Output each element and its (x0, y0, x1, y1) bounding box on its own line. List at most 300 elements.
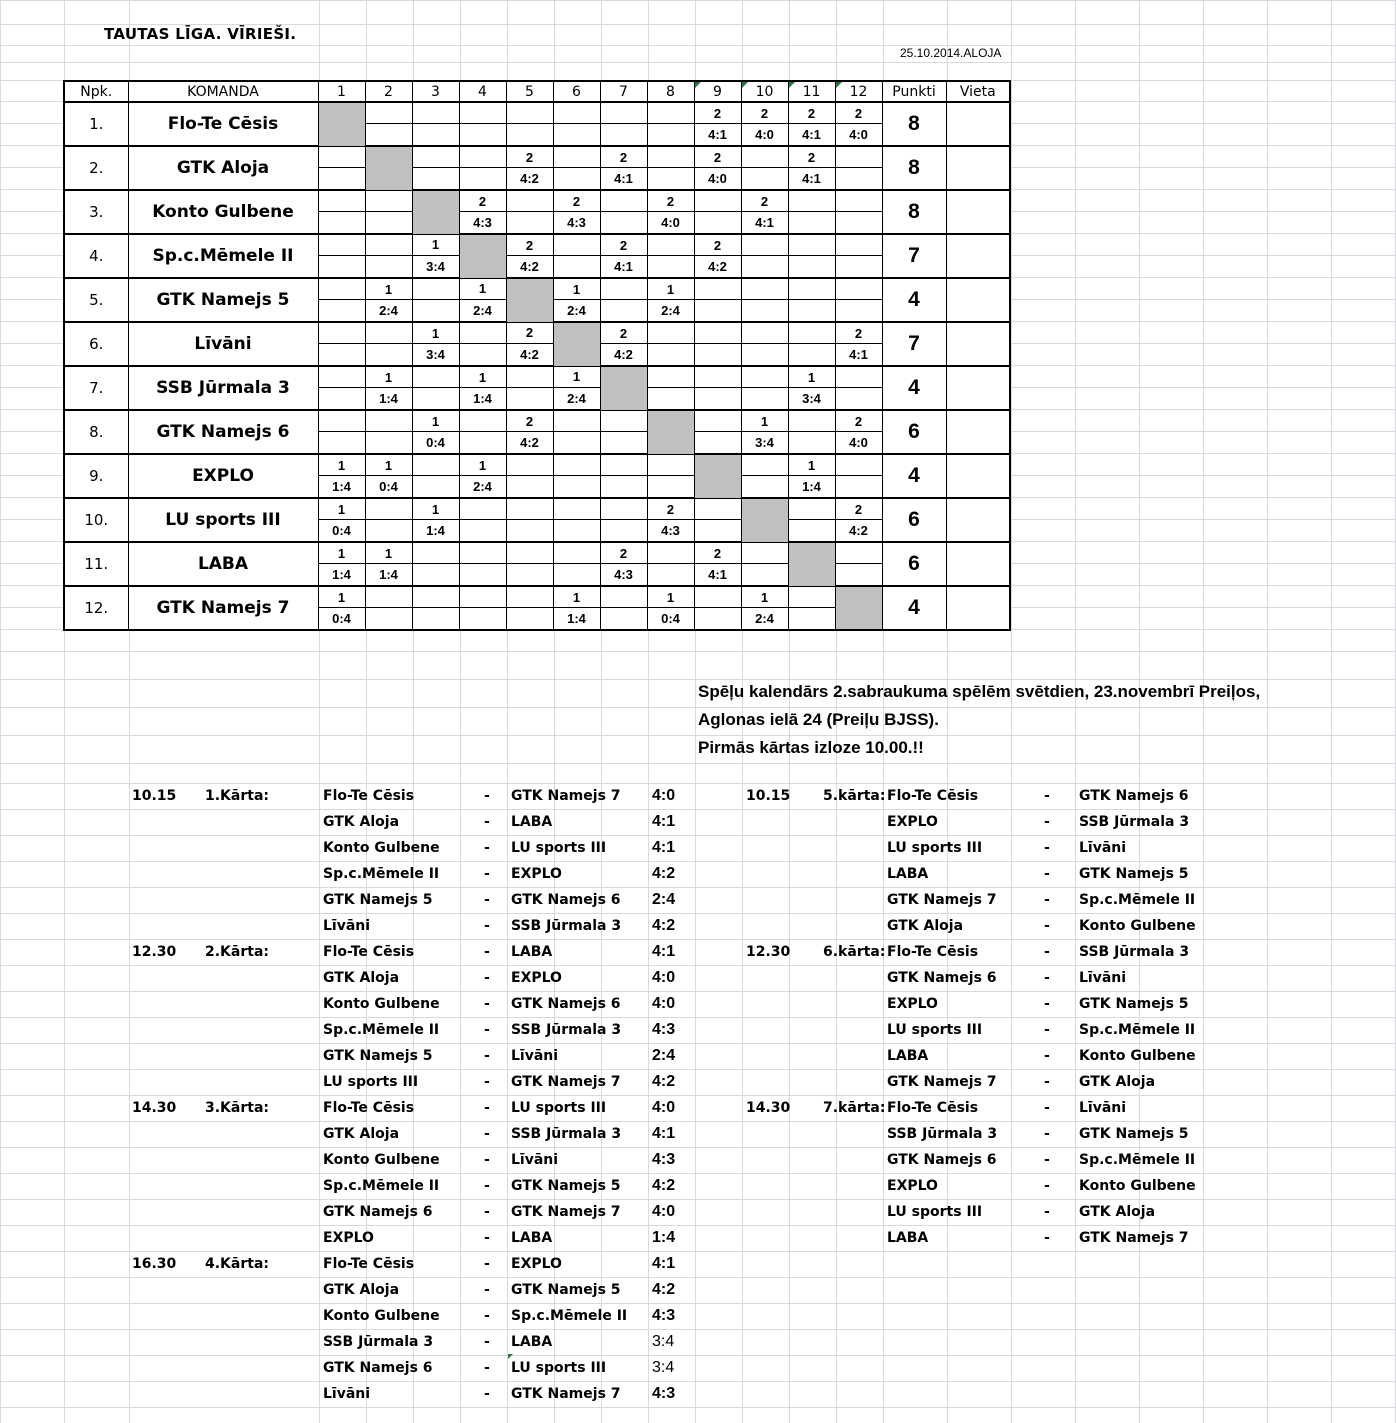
match-score-cell: 1:4 (788, 476, 835, 499)
match-score-cell (788, 212, 835, 235)
match-score-cell: 4:1 (835, 344, 882, 367)
table-row (64, 234, 1010, 256)
header-points: Punkti (882, 81, 946, 102)
match-points-cell (835, 278, 882, 300)
place-cell (946, 190, 1010, 234)
match-points-cell (553, 454, 600, 476)
away-team: GTK Namejs 5 (511, 1282, 621, 1298)
match-score-cell (459, 432, 506, 455)
match-points-cell (741, 366, 788, 388)
match-points-cell (835, 454, 882, 476)
match-points-cell: 2 (506, 322, 553, 344)
round-label: 7.kārta: (823, 1100, 886, 1116)
match-score-cell: 1:4 (553, 608, 600, 631)
header-opponent-9: 9 (694, 81, 741, 102)
away-team: LU sports III (511, 1100, 607, 1116)
round-label: 6.kārta: (823, 944, 886, 960)
match-points-cell: 1 (365, 454, 412, 476)
versus-dash: - (484, 970, 490, 986)
grid-row-line (0, 651, 1396, 652)
match-points-cell (506, 498, 553, 520)
match-score-cell (553, 476, 600, 499)
match-score-cell (365, 520, 412, 543)
match-points-cell: 2 (600, 234, 647, 256)
diagonal-cell (647, 410, 694, 454)
match-points-cell: 1 (741, 410, 788, 432)
match-points-cell (788, 322, 835, 344)
away-team: LU sports III (511, 1360, 607, 1376)
versus-dash: - (1044, 1048, 1050, 1064)
schedule-row (0, 1225, 1396, 1251)
match-score-cell (788, 520, 835, 543)
home-team: GTK Namejs 5 (323, 1048, 433, 1064)
match-points-cell (412, 586, 459, 608)
match-points-cell (600, 498, 647, 520)
home-team: Sp.c.Mēmele II (323, 1178, 440, 1194)
match-points-cell (600, 410, 647, 432)
match-points-cell: 1 (788, 366, 835, 388)
match-points-cell (459, 146, 506, 168)
match-score-cell: 4:2 (506, 168, 553, 191)
match-score-cell: 4:1 (788, 124, 835, 147)
match-score-cell (318, 212, 365, 235)
away-team: SSB Jūrmala 3 (511, 1022, 622, 1038)
match-score-cell (600, 476, 647, 499)
table-row (64, 498, 1010, 520)
standings-header-row (64, 81, 1010, 102)
team-name: GTK Namejs 6 (128, 410, 318, 454)
match-points-cell: 1 (412, 322, 459, 344)
place-cell (946, 366, 1010, 410)
match-points-cell: 1 (647, 586, 694, 608)
versus-dash: - (1044, 1100, 1050, 1116)
grid-row-line (0, 0, 1396, 1)
home-team: GTK Namejs 6 (887, 1152, 997, 1168)
match-points-cell (318, 234, 365, 256)
total-points: 7 (882, 234, 946, 278)
schedule-row (0, 1381, 1396, 1407)
match-score-cell (365, 256, 412, 279)
match-score-cell (835, 388, 882, 411)
away-team: LABA (511, 1334, 553, 1350)
match-points-cell: 2 (647, 498, 694, 520)
match-points-cell (835, 234, 882, 256)
match-score-cell: 1:4 (459, 388, 506, 411)
match-score-cell (412, 124, 459, 147)
match-points-cell: 2 (600, 322, 647, 344)
row-number: 3. (64, 190, 128, 234)
versus-dash: - (1044, 944, 1050, 960)
schedule-row (0, 809, 1396, 835)
total-points: 4 (882, 586, 946, 630)
match-score-cell (600, 608, 647, 631)
match-points-cell: 2 (506, 146, 553, 168)
home-team: EXPLO (887, 1178, 938, 1194)
match-score-cell: 4:0 (741, 124, 788, 147)
match-points-cell: 2 (835, 498, 882, 520)
team-name: LABA (128, 542, 318, 586)
match-score-cell (788, 432, 835, 455)
total-points: 4 (882, 454, 946, 498)
header-place: Vieta (946, 81, 1010, 102)
home-team: Konto Gulbene (323, 1308, 440, 1324)
match-points-cell (647, 146, 694, 168)
versus-dash: - (484, 814, 490, 830)
away-team: Sp.c.Mēmele II (1079, 1022, 1196, 1038)
match-score-cell (741, 564, 788, 587)
table-row (64, 190, 1010, 212)
away-team: Līvāni (1079, 840, 1127, 856)
versus-dash: - (484, 1178, 490, 1194)
header-opponent-8: 8 (647, 81, 694, 102)
schedule-row (0, 1329, 1396, 1355)
away-team: GTK Namejs 5 (1079, 1126, 1189, 1142)
versus-dash: - (484, 1048, 490, 1064)
match-points-cell (788, 234, 835, 256)
match-score: 4:2 (652, 1177, 676, 1194)
match-score: 4:1 (652, 1255, 676, 1272)
row-number: 1. (64, 102, 128, 146)
match-points-cell (412, 366, 459, 388)
row-number: 11. (64, 542, 128, 586)
match-score-cell (412, 168, 459, 191)
match-score-cell: 4:2 (506, 344, 553, 367)
versus-dash: - (1044, 1230, 1050, 1246)
versus-dash: - (1044, 996, 1050, 1012)
standings-table (63, 80, 1011, 631)
versus-dash: - (1044, 866, 1050, 882)
match-points-cell: 1 (365, 278, 412, 300)
header-opponent-10: 10 (741, 81, 788, 102)
match-score-cell: 4:1 (694, 564, 741, 587)
header-opponent-2: 2 (365, 81, 412, 102)
away-team: GTK Aloja (1079, 1204, 1156, 1220)
match-score-cell (318, 432, 365, 455)
match-score-cell (741, 168, 788, 191)
schedule-row (0, 1017, 1396, 1043)
match-score-cell (553, 564, 600, 587)
header-opponent-11: 11 (788, 81, 835, 102)
match-points-cell (365, 498, 412, 520)
match-score-cell: 4:0 (694, 168, 741, 191)
away-team: Līvāni (511, 1048, 559, 1064)
match-score-cell (459, 124, 506, 147)
away-team: GTK Namejs 6 (511, 892, 621, 908)
match-points-cell: 1 (412, 234, 459, 256)
match-score-cell (694, 608, 741, 631)
home-team: GTK Aloja (323, 970, 400, 986)
versus-dash: - (484, 1126, 490, 1142)
match-score-cell (412, 476, 459, 499)
schedule-row (0, 783, 1396, 809)
match-points-cell: 2 (459, 190, 506, 212)
place-cell (946, 498, 1010, 542)
match-points-cell: 1 (318, 454, 365, 476)
header-opponent-6: 6 (553, 81, 600, 102)
versus-dash: - (484, 1256, 490, 1272)
match-score-cell (835, 300, 882, 323)
schedule-row (0, 1095, 1396, 1121)
place-cell (946, 542, 1010, 586)
match-score-cell (741, 476, 788, 499)
row-number: 12. (64, 586, 128, 630)
match-score-cell (365, 212, 412, 235)
match-score: 4:0 (652, 995, 676, 1012)
match-points-cell (412, 146, 459, 168)
announcement-line-1: Spēļu kalendārs 2.sabraukuma spēlēm svētdien, 23.novembrī Preiļos, (698, 682, 1261, 701)
match-points-cell (741, 454, 788, 476)
match-points-cell (694, 410, 741, 432)
table-row (64, 366, 1010, 388)
schedule-row (0, 913, 1396, 939)
match-points-cell: 1 (553, 366, 600, 388)
diagonal-cell (694, 454, 741, 498)
match-score: 2:4 (652, 1047, 676, 1064)
match-points-cell (600, 586, 647, 608)
away-team: GTK Namejs 7 (511, 1386, 621, 1402)
match-points-cell: 2 (835, 410, 882, 432)
match-score-cell (600, 124, 647, 147)
match-score: 4:3 (652, 1151, 676, 1168)
versus-dash: - (1044, 892, 1050, 908)
match-score-cell (694, 432, 741, 455)
match-score-cell (647, 256, 694, 279)
home-team: LU sports III (887, 1022, 983, 1038)
match-score-cell (365, 344, 412, 367)
match-points-cell (318, 322, 365, 344)
home-team: SSB Jūrmala 3 (887, 1126, 998, 1142)
match-score-cell (647, 168, 694, 191)
match-score: 4:1 (652, 1125, 676, 1142)
match-points-cell (741, 322, 788, 344)
match-points-cell: 2 (506, 234, 553, 256)
match-score-cell (506, 608, 553, 631)
announcement-line-2: Aglonas ielā 24 (Preiļu BJSS). (698, 710, 939, 729)
home-team: Flo-Te Cēsis (887, 944, 979, 960)
grid-row-line (0, 763, 1396, 764)
match-points-cell (835, 542, 882, 564)
match-points-cell (600, 102, 647, 124)
match-points-cell (412, 102, 459, 124)
match-score-cell (459, 564, 506, 587)
home-team: LABA (887, 1048, 929, 1064)
match-points-cell (553, 498, 600, 520)
schedule-row (0, 1069, 1396, 1095)
match-score-cell (647, 388, 694, 411)
header-opponent-7: 7 (600, 81, 647, 102)
grid-row-line (0, 62, 1396, 63)
match-points-cell (365, 102, 412, 124)
row-number: 2. (64, 146, 128, 190)
round-time: 10.15 (132, 788, 177, 804)
match-points-cell: 2 (694, 146, 741, 168)
match-score-cell: 3:4 (412, 344, 459, 367)
round-label: 4.Kārta: (205, 1256, 269, 1272)
header-opponent-5: 5 (506, 81, 553, 102)
match-points-cell: 2 (600, 542, 647, 564)
match-score-cell: 2:4 (459, 300, 506, 323)
schedule-row (0, 1043, 1396, 1069)
table-row (64, 322, 1010, 344)
match-score-cell (741, 256, 788, 279)
round-label: 3.Kārta: (205, 1100, 269, 1116)
match-points-cell (694, 498, 741, 520)
match-score-cell (318, 168, 365, 191)
match-points-cell (694, 586, 741, 608)
header-opponent-12: 12 (835, 81, 882, 102)
match-score-cell (741, 388, 788, 411)
match-score-cell (694, 212, 741, 235)
match-score: 1:4 (652, 1229, 676, 1246)
place-cell (946, 102, 1010, 146)
home-team: GTK Aloja (323, 1282, 400, 1298)
match-score-cell: 4:1 (741, 212, 788, 235)
schedule-row (0, 1303, 1396, 1329)
away-team: EXPLO (511, 866, 562, 882)
match-points-cell: 2 (835, 102, 882, 124)
match-score-cell (694, 300, 741, 323)
match-score-cell: 4:1 (600, 256, 647, 279)
home-team: Sp.c.Mēmele II (323, 1022, 440, 1038)
match-score-cell: 4:3 (600, 564, 647, 587)
match-score-cell: 4:2 (506, 256, 553, 279)
match-points-cell: 1 (318, 498, 365, 520)
match-points-cell (365, 322, 412, 344)
home-team: Konto Gulbene (323, 840, 440, 856)
round-label: 2.Kārta: (205, 944, 269, 960)
table-row (64, 454, 1010, 476)
total-points: 6 (882, 410, 946, 454)
away-team: LABA (511, 1230, 553, 1246)
away-team: GTK Namejs 6 (511, 996, 621, 1012)
match-points-cell: 1 (459, 278, 506, 300)
match-score-cell (459, 344, 506, 367)
home-team: LU sports III (887, 840, 983, 856)
versus-dash: - (484, 866, 490, 882)
match-points-cell (694, 366, 741, 388)
match-points-cell (318, 278, 365, 300)
versus-dash: - (484, 1074, 490, 1090)
match-score-cell: 1:4 (318, 476, 365, 499)
match-score-cell (412, 388, 459, 411)
table-row (64, 586, 1010, 608)
match-score-cell (647, 564, 694, 587)
match-score-cell: 4:3 (459, 212, 506, 235)
away-team: SSB Jūrmala 3 (511, 1126, 622, 1142)
place-cell (946, 410, 1010, 454)
versus-dash: - (484, 892, 490, 908)
match-points-cell (506, 454, 553, 476)
match-points-cell (741, 278, 788, 300)
match-score-cell: 3:4 (741, 432, 788, 455)
match-points-cell (553, 234, 600, 256)
schedule-row (0, 887, 1396, 913)
table-row (64, 146, 1010, 168)
away-team: Konto Gulbene (1079, 1178, 1196, 1194)
match-points-cell: 1 (741, 586, 788, 608)
match-points-cell (788, 498, 835, 520)
team-name: EXPLO (128, 454, 318, 498)
match-score-cell: 0:4 (647, 608, 694, 631)
total-points: 8 (882, 190, 946, 234)
match-score-cell (741, 344, 788, 367)
versus-dash: - (484, 1334, 490, 1350)
schedule-row (0, 1173, 1396, 1199)
match-points-cell (318, 146, 365, 168)
match-points-cell (600, 190, 647, 212)
match-points-cell: 2 (600, 146, 647, 168)
team-name: SSB Jūrmala 3 (128, 366, 318, 410)
row-number: 10. (64, 498, 128, 542)
schedule-row (0, 1121, 1396, 1147)
match-score-cell (318, 388, 365, 411)
away-team: GTK Namejs 7 (511, 1204, 621, 1220)
match-score-cell: 2:4 (365, 300, 412, 323)
match-points-cell (694, 190, 741, 212)
versus-dash: - (484, 788, 490, 804)
diagonal-cell (553, 322, 600, 366)
match-score-cell (506, 476, 553, 499)
match-points-cell: 1 (318, 542, 365, 564)
match-score-cell: 2:4 (647, 300, 694, 323)
versus-dash: - (1044, 1022, 1050, 1038)
home-team: GTK Namejs 7 (887, 892, 997, 908)
team-name: Sp.c.Mēmele II (128, 234, 318, 278)
match-points-cell (788, 278, 835, 300)
match-score: 4:0 (652, 1203, 676, 1220)
match-score-cell (788, 344, 835, 367)
schedule-row (0, 835, 1396, 861)
schedule-row (0, 1199, 1396, 1225)
home-team: Flo-Te Cēsis (323, 944, 415, 960)
away-team: LABA (511, 814, 553, 830)
match-score-cell (506, 212, 553, 235)
match-points-cell (553, 146, 600, 168)
match-score: 4:2 (652, 865, 676, 882)
away-team: EXPLO (511, 1256, 562, 1272)
versus-dash: - (1044, 1074, 1050, 1090)
home-team: GTK Aloja (323, 814, 400, 830)
match-score-cell (600, 432, 647, 455)
match-points-cell: 1 (459, 454, 506, 476)
diagonal-cell (600, 366, 647, 410)
match-points-cell (835, 146, 882, 168)
date-place-label: 25.10.2014.ALOJA (900, 46, 1002, 60)
match-score-cell (600, 520, 647, 543)
total-points: 6 (882, 498, 946, 542)
match-points-cell: 2 (741, 102, 788, 124)
match-points-cell: 2 (647, 190, 694, 212)
place-cell (946, 586, 1010, 630)
away-team: Konto Gulbene (1079, 1048, 1196, 1064)
away-team: LU sports III (511, 840, 607, 856)
table-row (64, 102, 1010, 124)
match-score: 4:0 (652, 787, 676, 804)
match-score: 4:1 (652, 839, 676, 856)
away-team: Sp.c.Mēmele II (1079, 1152, 1196, 1168)
home-team: LABA (887, 866, 929, 882)
home-team: LU sports III (887, 1204, 983, 1220)
total-points: 7 (882, 322, 946, 366)
table-row (64, 542, 1010, 564)
versus-dash: - (484, 1100, 490, 1116)
match-score-cell (741, 300, 788, 323)
home-team: LABA (887, 1230, 929, 1246)
schedule-row (0, 1355, 1396, 1381)
away-team: EXPLO (511, 970, 562, 986)
match-points-cell (365, 190, 412, 212)
team-name: GTK Aloja (128, 146, 318, 190)
